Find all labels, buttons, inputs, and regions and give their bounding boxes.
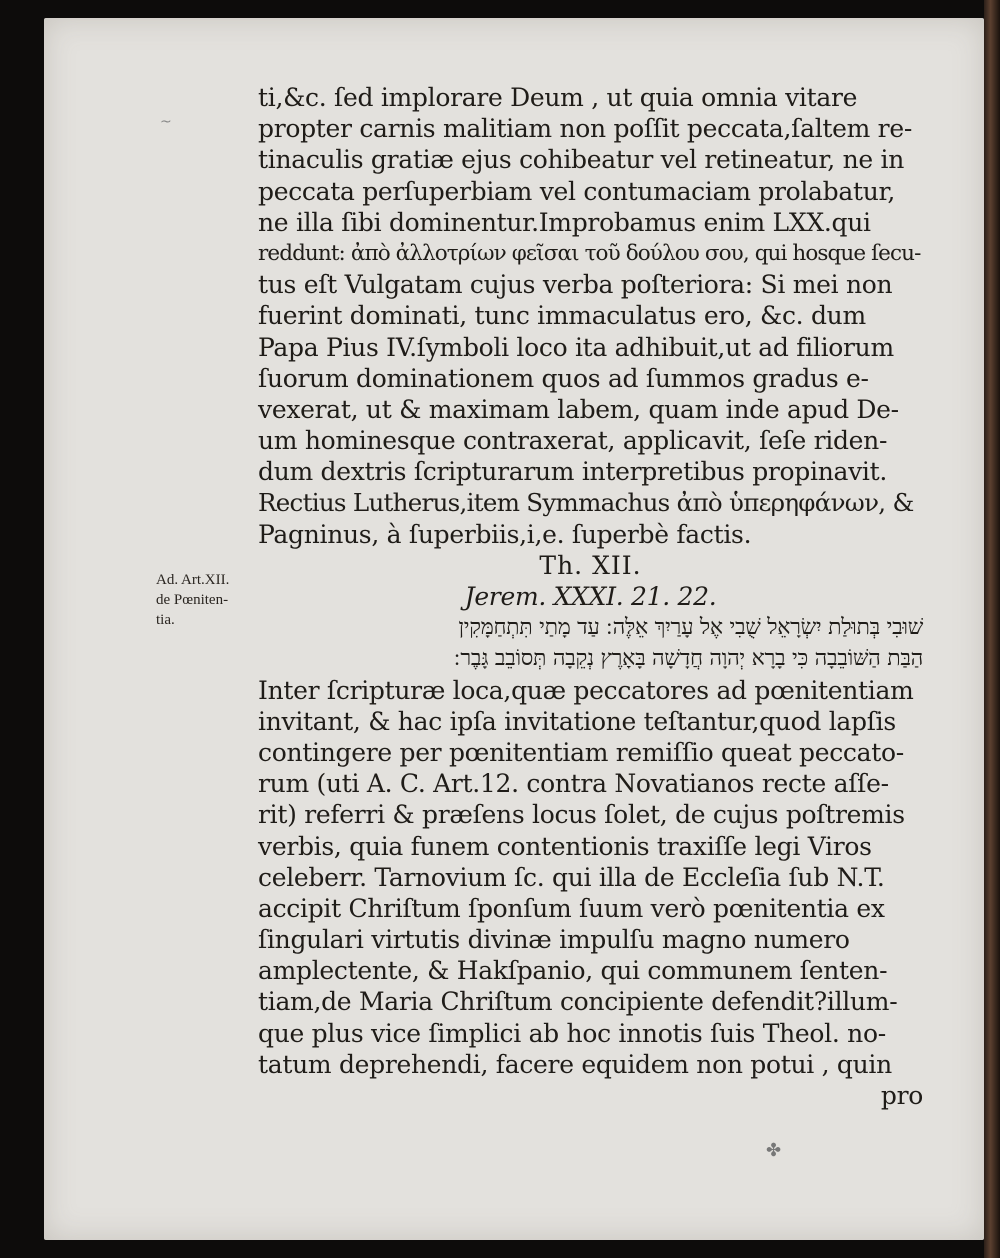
text-line: que plus vice ſimplici ab hoc innotis ſuis Theol. no-	[258, 1018, 886, 1048]
margin-note-line: tia.	[156, 612, 175, 628]
margin-note-line: Ad. Art.XII.	[156, 572, 230, 588]
text-line: Pagninus, à ſuperbiis,i,e. ſuperbè factis.	[258, 519, 752, 549]
text-line: tatum deprehendi, facere equidem non potui , quin	[258, 1049, 892, 1079]
text-line: tinaculis gratiæ ejus cohibeatur vel retineatur, ne in	[258, 145, 905, 175]
text-line: Papa Pius IV.ſymboli loco ita adhibuit,ut ad filiorum	[258, 332, 894, 362]
page-smudge-mark: ~	[160, 114, 172, 130]
text-line: peccata perſuperbiam vel contumaciam prolabatur,	[258, 176, 896, 206]
text-line: Inter ſcripturæ loca,quæ peccatores ad pœnitentiam	[258, 675, 914, 705]
hebrew-line: שׁוּבִי בְּתוּלַת יִשְׂרָאֵל שֻׁבִי אֶל עָרַיִךְ אֵלֶּה ׃ עַד מָתַי תִּתְחַמָּקִין	[458, 615, 923, 641]
text-line: propter carnis malitiam non poſſit peccata,ſaltem re-	[258, 114, 912, 144]
book-spine-edge	[984, 0, 1000, 1258]
text-line: rit) referri & præſens locus ſolet, de cujus poſtremis	[258, 800, 905, 830]
text-line: accipit Chriſtum ſponſum ſuum verò pœnitentia ex	[258, 893, 885, 923]
margin-note	[156, 570, 266, 630]
text-line: dum dextris ſcripturarum interpretibus propinavit.	[258, 457, 888, 487]
text-line: fuerint dominati, tunc immaculatus ero, &c. dum	[258, 301, 866, 331]
text-line: contingere per pœnitentiam remiſſio queat peccato-	[258, 737, 904, 767]
text-line: ſuorum dominationem quos ad ſummos gradus e-	[258, 363, 869, 393]
text-line: reddunt: ἀπὸ ἀλλοτρίων φεῖσαι τοῦ δούλου σου, qui hosque ſecu-	[258, 240, 921, 266]
text-line: invitant, & hac ipſa invitatione teſtantur,quod lapſis	[258, 706, 896, 736]
text-line: tiam,de Maria Chriſtum concipiente defendit?illum-	[258, 987, 898, 1017]
text-line: um hominesque contraxerat, applicavit, ſeſe riden-	[258, 426, 888, 456]
text-line: ti,&c. ſed implorare Deum , ut quia omnia vitare	[258, 83, 858, 112]
text-line: vexerat, ut & maximam labem, quam inde apud De-	[258, 394, 899, 424]
margin-note-line: de Pœniten-	[156, 592, 229, 608]
text-line: ne illa ſibi dominentur.Improbamus enim LXX.qui	[258, 207, 871, 237]
text-line: amplectente, & Hakſpanio, qui communem ſenten-	[258, 956, 888, 986]
text-line: ſingulari virtutis divinæ impulſu magno numero	[258, 925, 850, 955]
text-line: Rectius Lutherus,item Symmachus ἀπὸ ὑπερηφάνων, &	[258, 488, 914, 518]
catchword: pro	[880, 1081, 923, 1110]
text-line: tus eſt Vulgatam cujus verba poſteriora: Si mei non	[258, 270, 893, 300]
thesis-heading: Th. XII.	[539, 550, 642, 580]
text-line: celeberr. Tarnovium ſc. qui illa de Eccleſia ſub N.T.	[258, 862, 885, 892]
scripture-reference: Jerem. XXXI. 21. 22.	[464, 582, 717, 611]
ink-blot-ornament: ✤	[766, 1140, 782, 1161]
main-text	[258, 82, 923, 1111]
hebrew-line: הַבַּת הַשּׁוֹבֵבָה כִּי בָרָא יְהוָה חֲדָשָׁה בָּאָרֶץ נְקֵבָה תְּסוֹבֵב גָּבֶר ׃	[454, 646, 923, 672]
text-line: rum (uti A. C. Art.12. contra Novatianos recte aſſe-	[258, 769, 889, 799]
text-line: verbis, quia funem contentionis traxiſſe legi Viros	[258, 831, 872, 861]
